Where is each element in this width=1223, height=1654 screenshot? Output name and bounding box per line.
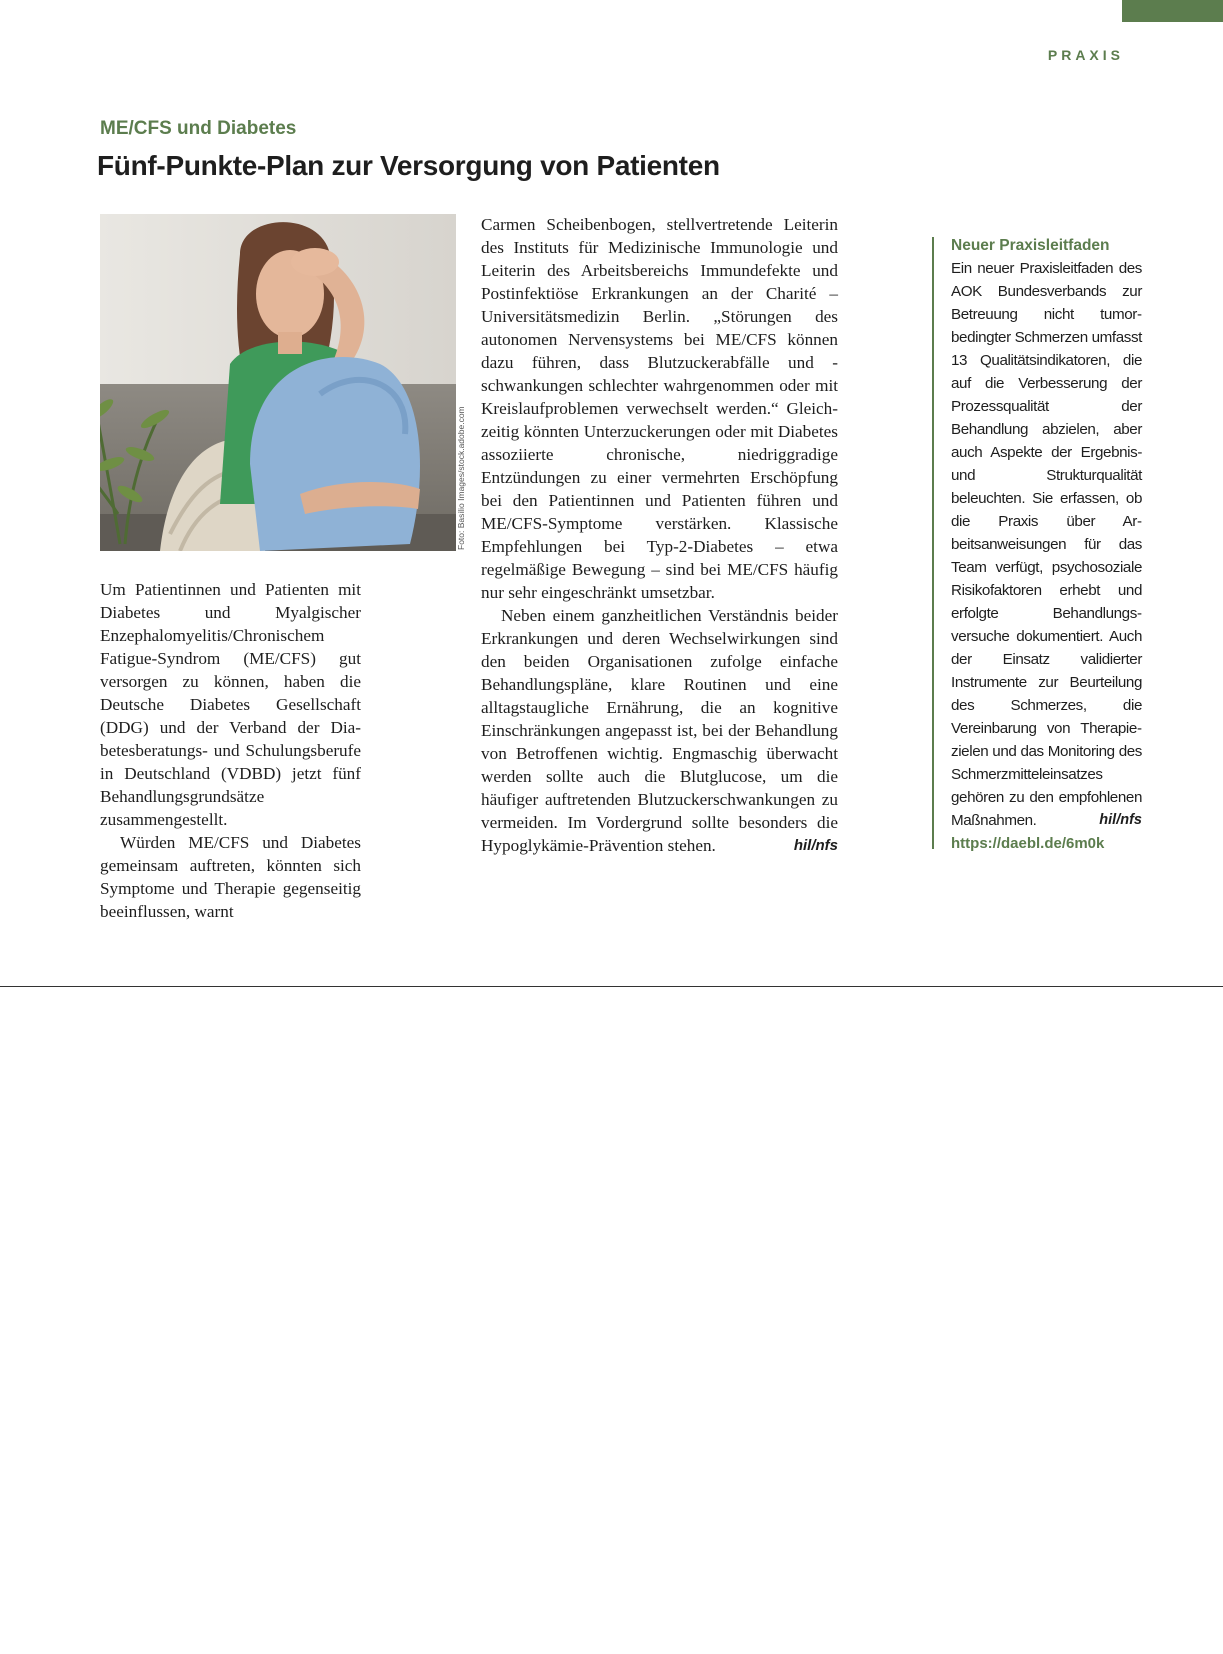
section-color-tab — [1122, 0, 1223, 22]
article-column-middle — [481, 213, 838, 857]
info-box-signature: hil/nfs — [1099, 812, 1142, 828]
paragraph: Carmen Scheibenbogen, stellvertretende Leiterin des Instituts für Medizinische Immunologie und Leiterin des Arbeitsbereichs Immundefekte und Postinfektiöse Erkrankungen an der Charité – Universitätsmedizin Berlin. „Störungen des autonomen Nervensystems bei ME/CFS können dazu führen, dass Blutzuckerabfälle und -schwankungen schlechter wahrgenommen oder mit Kreislaufproblemen verwechselt werden.“ Gleichzeitig könnten Unterzuckerungen oder mit Diabetes assoziierte chronische, niedriggradige Entzündungen zu einer vermehrten Erschöpfung bei den Patientinnen und Patienten führen und ME/CFS-Symptome verstärken. Klassische Empfehlungen bei Typ-2-Diabetes – etwa regelmäßige Bewegung – sind bei ME/CFS häufig nur sehr eingeschränkt umsetzbar. — [481, 215, 838, 602]
photo-credit: Foto: Basilio Images/stock.adobe.com — [456, 406, 466, 550]
paragraph-text: Neben einem ganzheitlichen Verständnis beider Erkrankungen und deren Wechselwirkungen sind den beiden Organisationen zufolge einfache Behandlungspläne, klare Routinen und eine alltagstaugliche Ernährung, die an kognitive Einschränkungen angepasst ist, bei der Behandlung von Betroffenen wichtig. Engmaschig überwacht werden sollte auch die Blutglucose, um die häufiger auftretenden Blutzuckerschwankungen zu vermeiden. Im Vordergrund sollte besonders die Hypoglykämie-Prävention stehen. — [481, 606, 838, 855]
info-box — [932, 237, 1142, 852]
paragraph: Um Patientinnen und Patienten mit Diabetes und Myalgischer Enzephalomyelitis/Chronischem Fatigue-Syndrom (ME/CFS) gut versorgen zu können, haben die Deutsche Diabetes Gesellschaft (DDG) und der Verband der Diabetesberatungs- und Schulungsberufe in Deutschland (VDBD) jetzt fünf Behandlungsgrundsätze zusammengestellt. — [100, 580, 361, 829]
article-headline: Fünf-Punkte-Plan zur Versorgung von Patienten — [97, 150, 720, 181]
info-box-body — [951, 257, 1142, 832]
article-column-left — [100, 578, 361, 923]
article-photo — [100, 214, 456, 551]
page-divider — [0, 986, 1223, 987]
author-signature: hil/nfs — [793, 837, 838, 854]
article-kicker: ME/CFS und Diabetes — [100, 118, 297, 139]
info-box-text: Ein neuer Praxisleitfaden des AOK Bundesverbands zur Betreuung nicht tumorbedingter Schmerzen umfasst 13 Qualitätsindikatoren, die auf die Verbesserung der Prozessqualität der Behandlung abzielen, aber auch Aspekte der Ergebnis- und Strukturqualität beleuchten. Sie erfassen, ob die Praxis über Arbeitsanweisungen für das Team verfügt, psychosoziale Risikofaktoren erhebt und erfolgte Behandlungsversuche dokumentiert. Auch der Einsatz validierter Instrumente zur Beurteilung des Schmerzes, die Vereinbarung von Therapiezielen und das Monitoring des Schmerzmitteleinsatzes gehören zu den empfohlenen Maßnahmen. — [951, 260, 1142, 829]
info-box-title: Neuer Praxisleitfaden — [951, 237, 1110, 254]
section-label: PRAXIS — [1047, 47, 1124, 63]
paragraph: Würden ME/CFS und Diabetes gemeinsam auftreten, könnten sich Symptome und Therapie gegenseitig beeinflussen, warnt — [100, 833, 361, 921]
paragraph-last — [481, 604, 838, 857]
info-box-link[interactable]: https://daebl.de/6m0k — [951, 835, 1105, 852]
